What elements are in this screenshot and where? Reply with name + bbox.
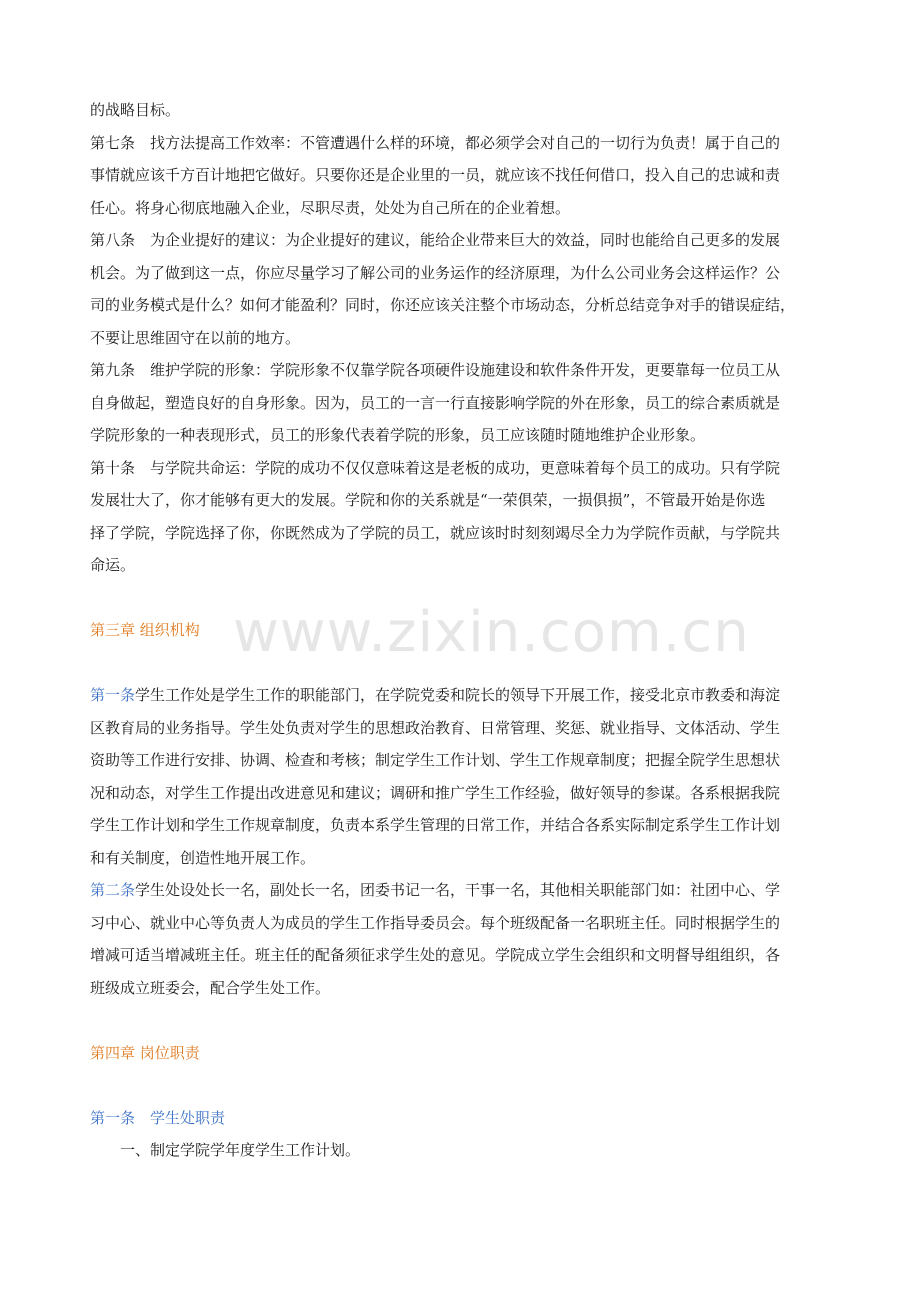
article-8 (90, 224, 832, 354)
article-8-line: 司的业务模式是什么？如何才能盈利？同时，你还应该关注整个市场动态，分析总结竞争对手的错误症结， (90, 296, 796, 314)
chapter-3-article-2 (90, 874, 832, 1004)
chapter-4-item-1: 一、制定学院学年度学生工作计划。 (120, 1141, 361, 1159)
article-8-line: 不要让思维固守在以前的地方。 (90, 328, 301, 347)
chapter-3-article-2-line: 习中心、就业中心等负责人为成员的学生工作指导委员会。每个班级配备一名职班主任。同时根据学生的 (90, 913, 781, 932)
article-10-line: 发展壮大了，你才能够有更大的发展。学院和你的关系就是“一荣俱荣，一损俱损”，不管最开始是你选 (90, 491, 766, 509)
article-9-line: 第九条 维护学院的形象：学院形象不仅靠学院各项硬件设施建设和软件条件开发，更要靠每一位员工从 (90, 361, 781, 379)
article-10 (90, 452, 832, 582)
document-page (90, 94, 832, 1167)
article-10-line: 第十条 与学院共命运：学院的成功不仅仅意味着这是老板的成功，更意味着每个员工的成功。只有学院 (90, 458, 781, 477)
article-7-line: 事情就应该千方百计地把它做好。只要你还是企业里的一员，就应该不找任何借口，投入自己的忠诚和责 (90, 166, 781, 184)
article-9-line: 自身做起，塑造良好的自身形象。因为，员工的一言一行直接影响学院的外在形象，员工的综合素质就是 (90, 393, 781, 412)
chapter-3-article-1-line: 资助等工作进行安排、协调、检查和考核；制定学生工作计划、学生工作规章制度；把握全院学生思想状 (90, 751, 781, 769)
article-8-line: 第八条 为企业提好的建议：为企业提好的建议，能给企业带来巨大的效益，同时也能给自己更多的发展 (90, 231, 781, 249)
article-7 (90, 127, 832, 225)
chapter-3-article-1 (90, 679, 832, 874)
article-label: 第二条 (90, 881, 136, 899)
article-9-line: 学院形象的一种表现形式，员工的形象代表着学院的形象，员工应该随时随地维护企业形象。 (90, 426, 706, 444)
article-8-line: 机会。为了做到这一点，你应尽量学习了解公司的业务运作的经济原理，为什么公司业务会这样运作？公 (90, 263, 781, 282)
chapter-3-article-1-line: 和有关制度，创造性地开展工作。 (90, 848, 316, 867)
chapter-3-heading: 第三章 组织机构 (90, 621, 200, 639)
chapter-3-article-2-line: 增减可适当增减班主任。班主任的配备须征求学生处的意见。学院成立学生会组织和文明督导组组织，各 (90, 946, 781, 964)
article-label: 第一条 (90, 686, 136, 704)
article-9 (90, 354, 832, 452)
article-text: 学生工作处是学生工作的职能部门，在学院党委和院长的领导下开展工作，接受北京市教委和海淀 (135, 686, 781, 704)
chapter-3-article-1-line: 学生工作计划和学生工作规章制度，负责本系学生管理的日常工作，并结合各系实际制定系学生工作计划 (90, 816, 781, 834)
chapter-3-article-2-line: 班级成立班委会，配合学生处工作。 (90, 978, 331, 997)
article-10-line: 择了学院，学院选择了你，你既然成为了学院的员工，就应该时时刻刻竭尽全力为学院作贡献，与学院共 (90, 523, 781, 542)
watermark: www.zixin.com.cn (233, 600, 750, 665)
chapter-3-article-1-line: 况和动态，对学生工作提出改进意见和建议；调研和推广学生工作经验，做好领导的参谋。各系根据我院 (90, 783, 781, 802)
chapter-4-heading: 第四章 岗位职责 (90, 1043, 200, 1062)
paragraph-continuation: 的战略目标。 (90, 101, 181, 119)
article-10-line: 命运。 (90, 556, 136, 574)
article-7-line: 第七条 找方法提高工作效率：不管遭遇什么样的环境，都必须学会对自己的一切行为负责！属于自己的 (90, 133, 781, 152)
chapter-3-article-1-line: 区教育局的业务指导。学生处负责对学生的思想政治教育、日常管理、奖惩、就业指导、文体活动、学生 (90, 718, 781, 737)
chapter-3-article-2-line (90, 874, 832, 907)
article-7-line: 任心。将身心彻底地融入企业，尽职尽责，处处为自己所在的企业着想。 (90, 198, 571, 217)
article-text: 学生处设处长一名，副处长一名，团委书记一名，干事一名，其他相关职能部门如：社团中心、学 (135, 881, 781, 899)
chapter-4-article-1-heading: 第一条 学生处职责 (90, 1108, 226, 1127)
chapter-3-article-1-line (90, 679, 832, 712)
